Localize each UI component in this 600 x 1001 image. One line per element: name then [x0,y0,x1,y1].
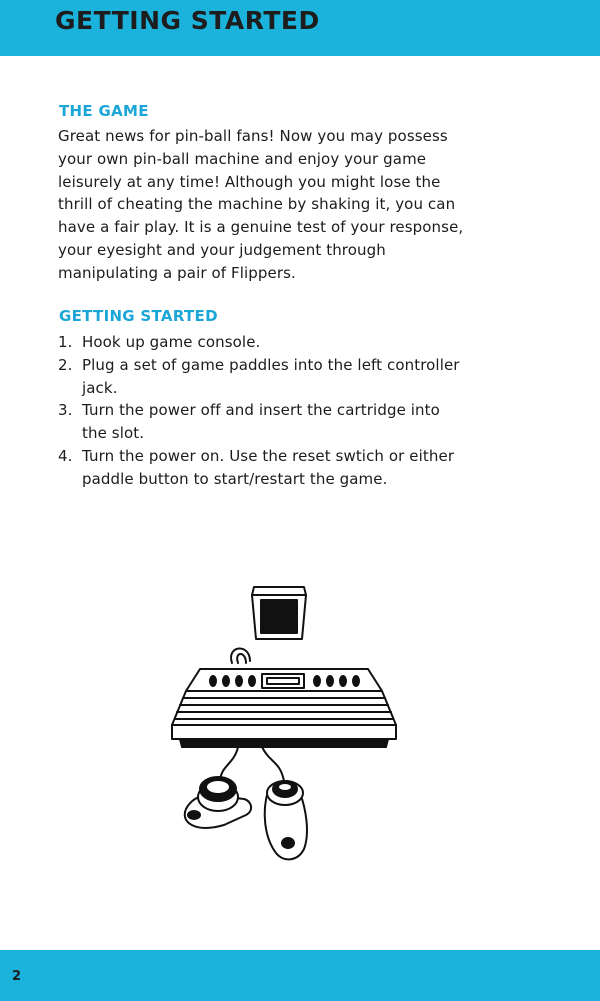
step-item [58,399,558,445]
game-console-with-cartridge-and-paddles-icon [150,575,420,875]
the-game-paragraph [58,125,558,285]
paragraph-line: your own pin-ball machine and enjoy your game [58,149,427,168]
paragraph-line: your eyesight and your judgement through [58,240,386,259]
step-number: 1. [58,333,73,351]
step-text: Turn the power on. Use the reset swtich or either [82,446,455,465]
right-paddle-icon [265,781,307,859]
step-text: paddle button to start/restart the game. [82,469,388,488]
page-title: GETTING STARTED [55,6,320,35]
step-number: 3. [58,401,73,420]
page-number: 2 [12,969,22,984]
paragraph-line: manipulating a pair of Flippers. [58,263,296,282]
step-text: Hook up game console. [82,333,261,351]
step-text: Plug a set of game paddles into the left controller [82,355,460,374]
left-paddle-icon [185,777,251,828]
paragraph-line: have a fair play. It is a genuine test of your response, [58,218,464,237]
paragraph-line: Great news for pin-ball fans! Now you may possess [58,127,448,145]
step-item [58,445,558,491]
header-band [0,0,600,56]
setup-steps-list [58,331,558,491]
cartridge-icon [252,587,306,639]
step-item [58,331,558,354]
step-number: 4. [58,446,73,465]
footer-band [0,950,600,1001]
step-number: 2. [58,355,73,374]
paragraph-line: thrill of cheating the machine by shaking it, you can [58,195,456,214]
the-game-heading: THE GAME [59,102,149,120]
paragraph-line: leisurely at any time! Although you might lose the [58,172,441,191]
game-console-icon [172,669,396,747]
getting-started-heading: GETTING STARTED [59,307,218,325]
step-text: the slot. [82,424,145,443]
step-item [58,354,558,400]
step-text: Turn the power off and insert the cartridge into [82,401,440,420]
step-text: jack. [82,378,118,397]
